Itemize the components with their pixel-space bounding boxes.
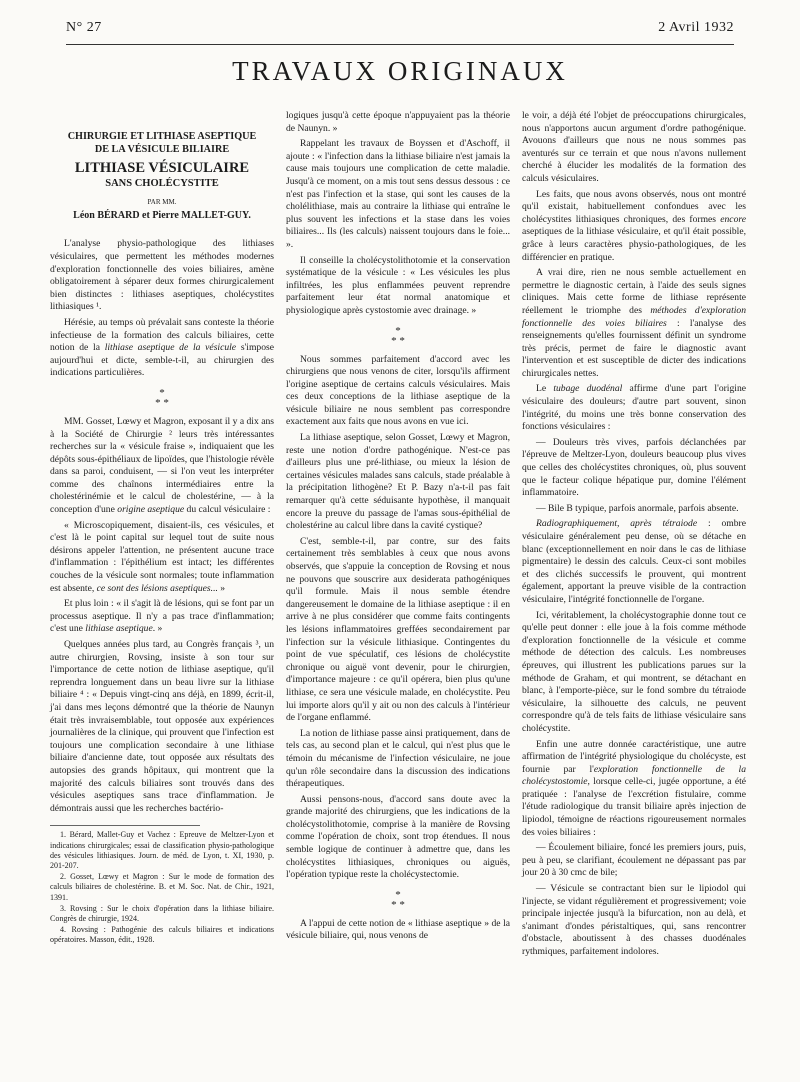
footnote: 1. Bérard, Mallet-Guy et Vachez : Epreuve de Meltzer-Lyon et indications chirurgicales; essai de classification physio-pathologique des vésicules lithiasiques. Journ. de méd. de Lyon, t. XI, 1930, p. 201-207. (50, 830, 274, 870)
article-authors: Léon BÉRARD et Pierre MALLET-GUY. (73, 209, 251, 221)
byline-par: PAR MM. (147, 198, 177, 207)
paragraph: MM. Gosset, Lœwy et Magron, exposant il y a dix ans à la Société de Chirurgie ² leurs très intéressantes recherches sur la « vésicule fraise », indiquaient que les dépôts sous-épithéliaux de lipoïdes, que l'histologie révèle dans sa paroi, conduisent, — si l'on veut les interpréter comme des chaînons intermédiaires entre la cholestérinémie et le calcul de cholestérine, — à la conception d'une origine aseptique du calcul vésiculaire : (50, 415, 274, 516)
separator-stars: * * (155, 396, 169, 409)
paragraph: A vrai dire, rien ne nous semble actuellement en permettre le diagnostic certain, à l'aide des seuls signes cliniques. Mais cette forme de lithiase représente réellement le triomphe des méthodes d'exploration fonctionnelle des voies biliaires : l'analyse des renseignements qu'elles fournissent définit un syndrome très précis, permet de faire le diagnostic avant l'intervention et est susceptible de dicter des indications chirurgicales nettes. (522, 267, 746, 379)
footnotes (50, 830, 274, 945)
article-title: LITHIASE VÉSICULAIRE (74, 160, 250, 176)
paragraph: Nous sommes parfaitement d'accord avec les chirurgiens que nous venons de citer, lorsqu'ils affirment l'origine aseptique de certains calculs vésiculaires. Mais ces deux conceptions de la lithiase aseptique de la vésicule biliaire ne nous semblent pas correspondre exactement aux faits que nous avons en vue ici. (286, 353, 510, 428)
paragraph: Le tubage duodénal affirme d'une part l'origine vésiculaire des douleurs; d'autre part souvent, sinon l'intégrité, du moins une très bonne conservation des fonctions vésiculaires : (522, 383, 746, 433)
paragraph: Rappelant les travaux de Boyssen et d'Aschoff, il ajoute : « l'infection dans la lithiase biliaire n'est jamais la cause mais toujours une complication de cette maladie. Jusqu'à ce moment, on a mis tout sens dessus dessous : ce n'est pas l'infection et la stase, qui sont les causes de la cholélithiase, mais au contraire la lithiase qui entraîne le plus souvent les infections et la stase dans les voies biliaires... Ils (les calculs) naissent toujours dans le foie... ». (286, 138, 510, 250)
paragraph: Radiographiquement, après tétraiode : ombre vésiculaire généralement peu dense, où se détache en blanc (exceptionnellement en noir dans le cas de lithiase pigmentaire) le dessin des calculs. Ceux-ci sont mobiles et des clichés successifs le prouvent, qui montrent également, apportant la preuve visible de la contraction vésiculaire, l'intégrité fonctionnelle de l'organe. (522, 518, 746, 605)
paragraph: Les faits, que nous avons observés, nous ont montré qu'il existait, habituellement confondues avec les cholécystites lithiasiques chroniques, des formes encore aseptiques de la lithiase vésiculaire, et qu'il était possible, grâce à leurs caractères physio-pathologiques, de les différencier en pratique. (522, 188, 746, 263)
paragraph: — Douleurs très vives, parfois déclanchées par l'épreuve de Meltzer-Lyon, douleurs beaucoup plus vives que celles des cholécystites chroniques, où, plus souvent que le facteur colique hépatique pur, domine l'élément inflammatoire. (522, 436, 746, 499)
footnote: 4. Rovsing : Pathogénie des calculs biliaires et indications opératoires. Masson, édit., 1928. (50, 925, 274, 945)
paragraph: Aussi pensons-nous, d'accord sans doute avec la grande majorité des chirurgiens, que les indications de la cholécystolithotomie, comprise à la manière de Rovsing comme l'opération de choix, sont trop étendues. Il nous semble logique de continuer à admettre que, dans les cholécystites lithiasiques, chroniques ou aiguës, l'opération typique reste la cholécystectomie. (286, 793, 510, 881)
paragraph: le voir, a déjà été l'objet de préoccupations chirurgicales, nous n'apportons aucun argument d'ordre pathogénique. Avouons d'ailleurs que nous ne nous sommes pas aventurés sur ce terrain et que nous n'avons nullement cherché à élucider les modalités de la formation des calculs vésiculaires. (522, 110, 746, 184)
separator-star: * (159, 386, 165, 399)
paragraph: Quelques années plus tard, au Congrès français ³, un autre chirurgien, Rovsing, insiste à son tour sur l'importance de cette notion de lithiase aseptique, qu'il reprendra longuement dans un beau livre sur la lithiase biliaire ⁴ : « Depuis vingt-cinq ans déjà, en 1899, écrit-il, j'ai dans mes leçons démontré que la théorie de Naunyn était très invraisemblable, tout opposée aux expériences journalières de la clinique, qui prouvent que l'infection est toujours une complication secondaire à une lithiase biliaire d'ancienne date, tout opposée aux résultats des autopsies des grands hôpitaux, qui montrent que la majorité des calculs biliaires sont trouvés dans des vésicules aseptiques sans trace d'inflammation. Je démontrais aussi que les recherches bactério- (50, 639, 274, 814)
paragraph: Enfin une autre donnée caractéristique, une autre affirmation de l'intégrité physiologique du cholécyste, est fournie par l'exploration fonctionnelle de la cholécystostomie, lorsque celle-ci, jugée opportune, a été pratiquée : l'analyse de l'excrétion fistulaire, comme l'étude radiologique du transit biliaire après injection de lipiodol, témoigne de réactions rigoureusement normales des voies biliaires : (522, 738, 746, 838)
paragraph: logiques jusqu'à cette époque n'appuyaient pas la théorie de Naunyn. » (286, 110, 510, 134)
paragraph: A l'appui de cette notion de « lithiase aseptique » de la vésicule biliaire, qui, nous venons de (286, 917, 510, 942)
kicker-line-1: CHIRURGIE ET LITHIASE ASEPTIQUE (67, 131, 257, 142)
issue-number: N° 27 (66, 20, 102, 35)
paragraph: Ici, véritablement, la cholécystographie donne tout ce qu'elle peut donner : elle joue à la fois comme méthode d'exploration fonctionnelle de la vésicule et comme méthode de détection des calculs. Les nombreuses épreuves, qui illustrent les publications parues sur la méthode de Graham, et qui montrent, se détachant en blanc, à l'emporte-pièce, sur le fond sombre du tétraiode vésiculaire, la silhouette des calculs, ne peuvent correspondre qu'à de tels faits de lithiase vésiculaire sans cholécystite. (522, 609, 746, 734)
footnote: 3. Rovsing : Sur le choix d'opération dans la lithiase biliaire. Congrès de chirurgie, 1924. (50, 903, 274, 923)
kicker-line-2: DE LA VÉSICULE BILIAIRE (94, 144, 230, 155)
paragraph: La notion de lithiase passe ainsi pratiquement, dans de tels cas, au second plan et le calcul, qui n'est plus que le témoin du mécanisme de l'infection vésiculaire, ne joue qu'un rôle secondaire dans la discussion des indications thérapeutiques. (286, 727, 510, 790)
column-2 (286, 110, 510, 946)
issue-date: 2 Avril 1932 (658, 20, 734, 35)
paragraph: L'analyse physio-pathologique des lithiases vésiculaires, que permettent les méthodes modernes d'exploration fonctionnelle des voies biliaires, amène obligatoirement à séparer deux formes chirurgicalement bien distinctes : lithiases aseptiques, cholécystites lithiasiques ¹. (50, 238, 274, 313)
column-3 (522, 110, 746, 962)
article-subtitle: SANS CHOLÉCYSTITE (105, 177, 219, 189)
paragraph: Hérésie, au temps où prévalait sans conteste la théorie infectieuse de la formation des calculs biliaires, cette notion de la lithiase aseptique de la vésicule s'impose aujourd'hui et dicte, semble-t-il, au chirurgien des indications particulières. (50, 316, 274, 379)
paragraph: — Écoulement biliaire, foncé les premiers jours, puis, peu à peu, se clarifiant, écoulement ne dépassant pas par jour 20 à 30 cmc de bile; (522, 842, 746, 879)
paragraph: — Bile B typique, parfois anormale, parfois absente. (536, 502, 739, 514)
header-rule (66, 44, 734, 45)
paragraph: C'est, semble-t-il, par contre, sur des faits certainement très semblables à ceux que nous avons observés, que s'appuie la conception de Rovsing et nous ne pouvons que souscrire aux desiderata pathogéniques qu'il formule. Mais il nous semble étendre dangereusement le domaine de la lithiase aseptique : il en arrive à ne plus considérer que comme faits contingents les lésions inflammatoires greffées secondairement par l'infection sur la vésicule lithiasique. Contingentes du point de vue spéculatif, ces lésions de cholécystite chronique ou aiguë vont devenir, pour le chirurgien, d'importance majeure : ce qu'il opérera, bien plus qu'une lithiase, ce sera une vésicule malade, en cholécystite. Peu lui importe alors qu'il y ait ou non des calculs à l'intérieur de l'organe enflammé. (286, 535, 510, 724)
paragraph: Il conseille la cholécystolithotomie et la conservation systématique de la vésicule : « Les vésicules les plus infiltrées, les plus enflammées peuvent reprendre parfaitement leur état normal anatomique et physiologique après cystostomie avec drainage. » (286, 254, 510, 316)
separator-star: * (395, 888, 401, 901)
paragraph: « Microscopiquement, disaient-ils, ces vésicules, et c'est là le point capital sur lequel tout de suite nous désirons appeler l'attention, ne présentent aucune trace d'inflammation : l'épithélium est intact; les différentes couches de la vésicule sont normales; toute inflammation est absente, ce sont des lésions aseptiques... » (50, 519, 274, 594)
separator-star: * (395, 324, 401, 337)
section-separator (286, 890, 510, 910)
paragraph: Et plus loin : « il s'agit là de lésions, qui se font par un processus aseptique. Il n'y a pas trace d'inflammation; c'est une lithiase aseptique. » (50, 598, 274, 635)
separator-stars: * * (391, 334, 405, 347)
footnote: 2. Gosset, Lœwy et Magron : Sur le mode de formation des calculs biliaires de cholestérine. B. et M. Soc. Nat. de Chir., 1921, 1391. (50, 872, 274, 902)
paragraph: La lithiase aseptique, selon Gosset, Lœwy et Magron, reste une notion d'ordre pathogénique. N'est-ce pas d'ailleurs plus une pré-lithiase, ou mieux la lésion de certaines vésicules malades sans calculs, stade préalable à la précipitation lithogène? Et P. Bazy n'a-t-il pas fait remarquer qu'à cette séduisante hypothèse, il manquait encore la preuve du passage de l'amas sous-épithélial de cholestérine au calcul libre dans la cavité cystique? (286, 432, 510, 532)
article-kicker (50, 130, 274, 156)
separator-stars: * * (391, 898, 405, 911)
section-separator (50, 388, 274, 408)
column-1 (50, 110, 274, 947)
section-title: TRAVAUX ORIGINAUX (232, 56, 568, 86)
paragraph: — Vésicule se contractant bien sur le lipiodol qui l'injecte, se vidant régulièrement et progressivement; voie principale injectée jusqu'à la bifurcation, non au delà, et s'animant d'ondes péristaltiques, qui, sans rencontrer d'obstacle, aboutissent à des chasses duodénales rythmiques, parfaitement indolores. (522, 883, 746, 957)
footnote-rule (50, 825, 200, 826)
section-separator (286, 326, 510, 346)
